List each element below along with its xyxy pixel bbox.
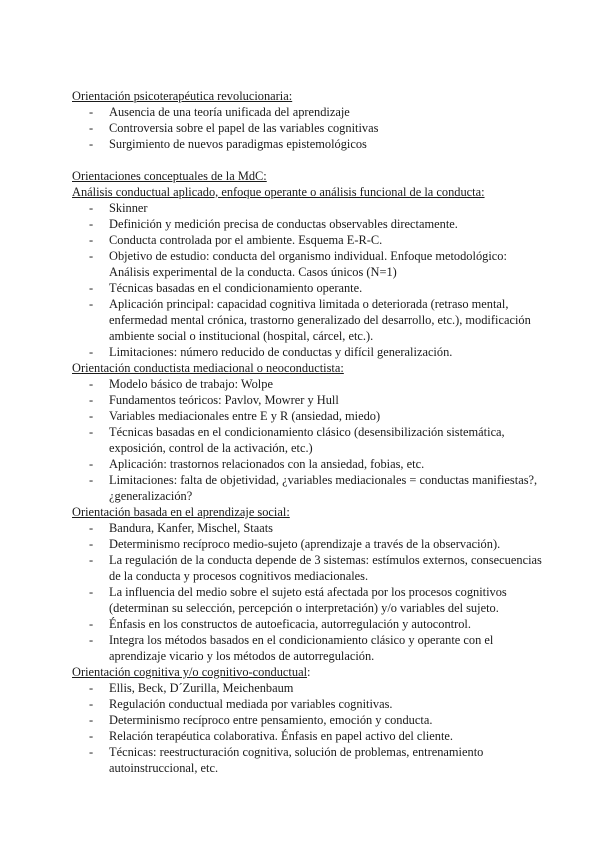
dash-bullet-icon: - <box>89 281 94 295</box>
section-heading <box>72 360 542 376</box>
dash-bullet-icon: - <box>89 105 94 119</box>
list-item <box>72 616 542 632</box>
dash-bullet-icon: - <box>89 537 94 551</box>
section-heading-text: Orientación psicoterapéutica revolucionaria: <box>72 89 293 103</box>
bullet-list <box>72 680 542 776</box>
list-item-text: Definición y medición precisa de conductas observables directamente. <box>109 217 458 231</box>
list-item <box>72 632 542 664</box>
dash-bullet-icon: - <box>89 297 94 311</box>
list-item-text: Integra los métodos basados en el condicionamiento clásico y operante con el aprendizaje vicario y los métodos de autorregulación. <box>109 633 494 663</box>
list-item-text: Aplicación: trastornos relacionados con la ansiedad, fobias, etc. <box>109 457 425 471</box>
list-item <box>72 248 542 280</box>
list-item <box>72 104 542 120</box>
section-heading <box>72 664 542 680</box>
list-item-text: Objetivo de estudio: conducta del organismo individual. Enfoque metodológico: Análisis experimental de la conducta. Casos únicos (N=1) <box>109 249 507 279</box>
bullet-list <box>72 200 542 360</box>
list-item-text: Limitaciones: número reducido de conductas y difícil generalización. <box>109 345 453 359</box>
list-item-text: Determinismo recíproco entre pensamiento, emoción y conducta. <box>109 713 433 727</box>
list-item <box>72 536 542 552</box>
dash-bullet-icon: - <box>89 425 94 439</box>
dash-bullet-icon: - <box>89 681 94 695</box>
dash-bullet-icon: - <box>89 217 94 231</box>
dash-bullet-icon: - <box>89 521 94 535</box>
list-item-text: Determinismo recíproco medio-sujeto (aprendizaje a través de la observación). <box>109 537 501 551</box>
dash-bullet-icon: - <box>89 377 94 391</box>
list-item <box>72 424 542 456</box>
dash-bullet-icon: - <box>89 713 94 727</box>
list-item-text: Skinner <box>109 201 148 215</box>
dash-bullet-icon: - <box>89 585 94 599</box>
list-item <box>72 376 542 392</box>
list-item <box>72 200 542 216</box>
dash-bullet-icon: - <box>89 633 94 647</box>
list-item-text: Limitaciones: falta de objetividad, ¿variables mediacionales = conductas manifiestas?, ¿generalización? <box>109 473 538 503</box>
list-item-text: Controversia sobre el papel de las variables cognitivas <box>109 121 379 135</box>
dash-bullet-icon: - <box>89 617 94 631</box>
list-item <box>72 584 542 616</box>
section-heading-text: Orientación basada en el aprendizaje social: <box>72 505 290 519</box>
list-item-text: Relación terapéutica colaborativa. Énfasis en papel activo del cliente. <box>109 729 454 743</box>
bullet-list <box>72 104 542 152</box>
list-item-text: Técnicas basadas en el condicionamiento clásico (desensibilización sistemática, exposición, control de la activación, etc.) <box>109 425 505 455</box>
list-item-text: Surgimiento de nuevos paradigmas epistemológicos <box>109 137 367 151</box>
list-item <box>72 696 542 712</box>
list-item-text: Aplicación principal: capacidad cognitiva limitada o deteriorada (retraso mental, enfermedad mental crónica, trastorno generalizado del desarrollo, etc.), modificación ambiente social o institucional (hospital, cárcel, etc.). <box>109 297 531 343</box>
dash-bullet-icon: - <box>89 249 94 263</box>
list-item-text: Conducta controlada por el ambiente. Esquema E-R-C. <box>109 233 383 247</box>
list-item-text: Técnicas: reestructuración cognitiva, solución de problemas, entrenamiento autoinstruccional, etc. <box>109 745 484 775</box>
list-item <box>72 232 542 248</box>
dash-bullet-icon: - <box>89 697 94 711</box>
list-item-text: Fundamentos teóricos: Pavlov, Mowrer y Hull <box>109 393 339 407</box>
section-heading <box>72 168 542 184</box>
list-item <box>72 136 542 152</box>
dash-bullet-icon: - <box>89 457 94 471</box>
list-item <box>72 344 542 360</box>
dash-bullet-icon: - <box>89 473 94 487</box>
section-heading-text: Orientación conductista mediacional o neoconductista: <box>72 361 344 375</box>
dash-bullet-icon: - <box>89 345 94 359</box>
list-item-text: Modelo básico de trabajo: Wolpe <box>109 377 273 391</box>
bullet-list <box>72 376 542 504</box>
list-item <box>72 456 542 472</box>
list-item-text: Énfasis en los constructos de autoeficacia, autorregulación y autocontrol. <box>109 617 471 631</box>
bullet-list <box>72 520 542 664</box>
section-heading-colon: : <box>307 665 311 679</box>
list-item-text: La influencia del medio sobre el sujeto está afectada por los procesos cognitivos (determinan su selección, percepción o interpretación) y/o variables del sujeto. <box>109 585 507 615</box>
list-item <box>72 552 542 584</box>
dash-bullet-icon: - <box>89 409 94 423</box>
section-heading <box>72 504 542 520</box>
list-item <box>72 712 542 728</box>
dash-bullet-icon: - <box>89 137 94 151</box>
dash-bullet-icon: - <box>89 553 94 567</box>
list-item <box>72 744 542 776</box>
section-heading <box>72 184 542 200</box>
section-heading <box>72 88 542 104</box>
dash-bullet-icon: - <box>89 745 94 759</box>
list-item <box>72 280 542 296</box>
dash-bullet-icon: - <box>89 393 94 407</box>
list-item-text: Bandura, Kanfer, Mischel, Staats <box>109 521 273 535</box>
list-item <box>72 680 542 696</box>
section-heading-text: Orientaciones conceptuales de la MdC: <box>72 169 267 183</box>
section-heading-text: Análisis conductual aplicado, enfoque operante o análisis funcional de la conducta: <box>72 185 485 199</box>
dash-bullet-icon: - <box>89 121 94 135</box>
list-item-text: Variables mediacionales entre E y R (ansiedad, miedo) <box>109 409 381 423</box>
dash-bullet-icon: - <box>89 201 94 215</box>
section-heading-text: Orientación cognitiva y/o cognitivo-conductual <box>72 665 308 679</box>
dash-bullet-icon: - <box>89 233 94 247</box>
list-item-text: La regulación de la conducta depende de 3 sistemas: estímulos externos, consecuencias de la conducta y procesos cognitivos mediacionales. <box>109 553 542 583</box>
list-item-text: Técnicas basadas en el condicionamiento operante. <box>109 281 363 295</box>
list-item-text: Ellis, Beck, D´Zurilla, Meichenbaum <box>109 681 294 695</box>
list-item-text: Ausencia de una teoría unificada del aprendizaje <box>109 105 350 119</box>
list-item <box>72 520 542 536</box>
list-item <box>72 216 542 232</box>
dash-bullet-icon: - <box>89 729 94 743</box>
list-item <box>72 120 542 136</box>
list-item <box>72 472 542 504</box>
list-item-text: Regulación conductual mediada por variables cognitivas. <box>109 697 393 711</box>
list-item <box>72 408 542 424</box>
document-body <box>72 88 542 776</box>
list-item <box>72 296 542 344</box>
blank-line <box>72 152 542 168</box>
list-item <box>72 392 542 408</box>
list-item <box>72 728 542 744</box>
